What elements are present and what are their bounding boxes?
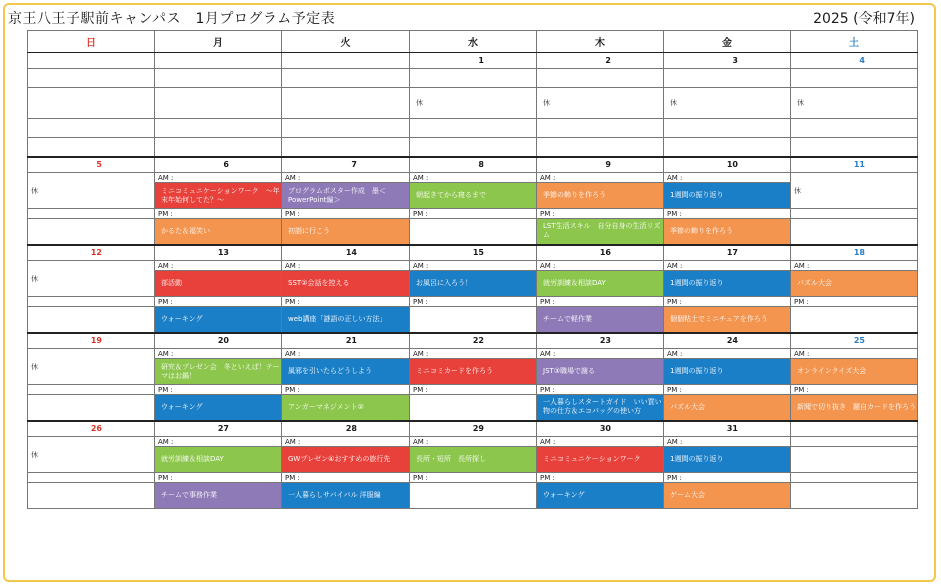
program-cell: プログラムポスター作成 墨＜PowerPoint編＞ bbox=[282, 183, 410, 209]
pm-label: PM : bbox=[282, 385, 410, 395]
date-cell: 12 bbox=[28, 245, 155, 261]
am-label: AM : bbox=[664, 261, 791, 271]
am-label: AM : bbox=[155, 349, 282, 359]
am-label: AM : bbox=[537, 173, 664, 183]
program-cell: web講座「謎語の正しい方法」 bbox=[282, 307, 410, 333]
saturday-closed: 休 bbox=[791, 173, 918, 209]
pm-label: PM : bbox=[537, 385, 664, 395]
date-cell bbox=[791, 421, 918, 437]
pm-label: PM : bbox=[791, 385, 918, 395]
closed-cell: 休 bbox=[791, 88, 918, 119]
week2-date-row bbox=[28, 157, 918, 173]
pm-label: PM : bbox=[791, 297, 918, 307]
date-cell: 30 bbox=[537, 421, 664, 437]
date-cell bbox=[28, 53, 155, 69]
week3-am-row bbox=[28, 271, 918, 297]
week5-pm-label-row bbox=[28, 473, 918, 483]
program-cell: チームで事務作業 bbox=[155, 483, 282, 509]
date-cell: 1 bbox=[410, 53, 537, 69]
pm-label: PM : bbox=[410, 209, 537, 219]
closed-cell: 休 bbox=[664, 88, 791, 119]
date-cell: 4 bbox=[791, 53, 918, 69]
date-cell: 21 bbox=[282, 333, 410, 349]
week3-am-label-row bbox=[28, 261, 918, 271]
pm-label: PM : bbox=[664, 385, 791, 395]
weekday-thu: 木 bbox=[537, 31, 664, 53]
year-label: 2025 (令和7年) bbox=[813, 11, 915, 27]
program-cell: 風邪を引いたらどうしよう bbox=[282, 359, 410, 385]
weekday-tue: 火 bbox=[282, 31, 410, 53]
date-cell bbox=[282, 53, 410, 69]
am-label: AM : bbox=[537, 349, 664, 359]
week4-am-row bbox=[28, 359, 918, 385]
pm-label: PM : bbox=[664, 209, 791, 219]
week2-am-label-row bbox=[28, 173, 918, 183]
date-cell: 2 bbox=[537, 53, 664, 69]
pm-label: PM : bbox=[410, 297, 537, 307]
program-cell: パズル大会 bbox=[664, 395, 791, 421]
date-cell: 24 bbox=[664, 333, 791, 349]
program-cell: 1週間の振り返り bbox=[664, 359, 791, 385]
week3-pm-label-row bbox=[28, 297, 918, 307]
program-cell: ミニコミュニケーションワーク bbox=[537, 447, 664, 473]
am-label: AM : bbox=[282, 173, 410, 183]
pm-label: PM : bbox=[282, 473, 410, 483]
week1-closed-row bbox=[28, 88, 918, 119]
date-cell: 19 bbox=[28, 333, 155, 349]
pm-label: PM : bbox=[537, 209, 664, 219]
week3-pm-row bbox=[28, 307, 918, 333]
program-cell: 一人暮らしスタートガイド いい買い物の仕方＆エコバッグの使い方 bbox=[537, 395, 664, 421]
program-cell: チームで軽作業 bbox=[537, 307, 664, 333]
date-cell: 31 bbox=[664, 421, 791, 437]
program-cell: 長所・短所 長所探し bbox=[410, 447, 537, 473]
date-cell: 7 bbox=[282, 157, 410, 173]
weekday-sun: 日 bbox=[28, 31, 155, 53]
am-label: AM : bbox=[282, 349, 410, 359]
am-label: AM : bbox=[282, 437, 410, 447]
program-cell: 研究＆プレゼン会 冬といえば！テーマはお鍋！ bbox=[155, 359, 282, 385]
program-cell: 新聞で切り抜き 題自カードを作ろう bbox=[791, 395, 918, 421]
program-cell: 就労訓練＆相談DAY bbox=[537, 271, 664, 297]
pm-label: PM : bbox=[537, 473, 664, 483]
am-label: AM : bbox=[410, 173, 537, 183]
page-title: 京王八王子駅前キャンパス 1月プログラム予定表 bbox=[8, 11, 336, 27]
am-label: AM : bbox=[155, 173, 282, 183]
date-cell: 13 bbox=[155, 245, 282, 261]
date-cell: 29 bbox=[410, 421, 537, 437]
am-label: AM : bbox=[410, 437, 537, 447]
weekday-fri: 金 bbox=[664, 31, 791, 53]
program-cell: LST生活スキル 自分自身の生活リズム bbox=[537, 219, 664, 245]
date-cell: 18 bbox=[791, 245, 918, 261]
pm-label: PM : bbox=[155, 209, 282, 219]
program-cell: JST③職場で謝る bbox=[537, 359, 664, 385]
pm-label: PM : bbox=[155, 385, 282, 395]
weekday-mon: 月 bbox=[155, 31, 282, 53]
week4-pm-row bbox=[28, 395, 918, 421]
date-cell: 17 bbox=[664, 245, 791, 261]
week5-am-row bbox=[28, 447, 918, 473]
am-label: AM : bbox=[410, 349, 537, 359]
pm-label: PM : bbox=[282, 209, 410, 219]
date-cell: 23 bbox=[537, 333, 664, 349]
weekday-sat: 土 bbox=[791, 31, 918, 53]
closed-cell bbox=[155, 88, 282, 119]
weekday-wed: 水 bbox=[410, 31, 537, 53]
program-cell: 季節の飾りを作ろう bbox=[537, 183, 664, 209]
am-label: AM : bbox=[664, 173, 791, 183]
date-cell: 26 bbox=[28, 421, 155, 437]
date-cell: 3 bbox=[664, 53, 791, 69]
am-label: AM : bbox=[664, 437, 791, 447]
date-cell: 15 bbox=[410, 245, 537, 261]
week1-date-row bbox=[28, 53, 918, 69]
program-cell: 1週間の振り返り bbox=[664, 271, 791, 297]
program-cell: ミニコミュニケーションワーク ～年末年始何してた？～ bbox=[155, 183, 282, 209]
program-cell: 1週間の振り返り bbox=[664, 183, 791, 209]
week4-pm-label-row bbox=[28, 385, 918, 395]
closed-cell bbox=[282, 88, 410, 119]
program-cell: ウォーキング bbox=[537, 483, 664, 509]
date-cell: 14 bbox=[282, 245, 410, 261]
week5-am-label-row bbox=[28, 437, 918, 447]
program-cell: かるた＆福笑い bbox=[155, 219, 282, 245]
date-cell: 5 bbox=[28, 157, 155, 173]
date-cell: 27 bbox=[155, 421, 282, 437]
am-label: AM : bbox=[155, 261, 282, 271]
closed-cell: 休 bbox=[537, 88, 664, 119]
am-label: AM : bbox=[410, 261, 537, 271]
program-cell: パズル大会 bbox=[791, 271, 918, 297]
pm-label: PM : bbox=[537, 297, 664, 307]
program-cell: 初詣に行こう bbox=[282, 219, 410, 245]
program-cell: お風呂に入ろう！ bbox=[410, 271, 537, 297]
program-cell: 部活動 bbox=[155, 271, 282, 297]
program-cell: オンラインクイズ大会 bbox=[791, 359, 918, 385]
closed-cell: 休 bbox=[410, 88, 537, 119]
program-cell: アンガーマネジメント② bbox=[282, 395, 410, 421]
closed-cell bbox=[28, 88, 155, 119]
date-cell: 6 bbox=[155, 157, 282, 173]
pm-label: PM : bbox=[664, 297, 791, 307]
program-cell: ウォーキング bbox=[155, 395, 282, 421]
am-label: AM : bbox=[282, 261, 410, 271]
date-cell: 9 bbox=[537, 157, 664, 173]
am-label: AM : bbox=[791, 261, 918, 271]
am-label: AM : bbox=[537, 437, 664, 447]
week3-date-row bbox=[28, 245, 918, 261]
sunday-closed: 休 bbox=[28, 261, 155, 297]
program-cell: ゲーム大会 bbox=[664, 483, 791, 509]
pm-label: PM : bbox=[155, 473, 282, 483]
pm-label: PM : bbox=[155, 297, 282, 307]
date-cell: 8 bbox=[410, 157, 537, 173]
am-label: AM : bbox=[664, 349, 791, 359]
date-cell: 25 bbox=[791, 333, 918, 349]
am-label: AM : bbox=[791, 349, 918, 359]
program-cell: 就労訓練＆相談DAY bbox=[155, 447, 282, 473]
program-cell: 1週間の振り返り bbox=[664, 447, 791, 473]
week4-am-label-row bbox=[28, 349, 918, 359]
program-cell: ウォーキング bbox=[155, 307, 282, 333]
date-cell: 10 bbox=[664, 157, 791, 173]
program-cell: ミニコミカードを作ろう bbox=[410, 359, 537, 385]
week2-pm-row bbox=[28, 219, 918, 245]
pm-label: PM : bbox=[410, 385, 537, 395]
sunday-closed: 休 bbox=[28, 173, 155, 209]
am-label: AM : bbox=[155, 437, 282, 447]
week1-empty-row bbox=[28, 69, 918, 88]
week4-date-row bbox=[28, 333, 918, 349]
pm-label: PM : bbox=[410, 473, 537, 483]
week1-empty-row bbox=[28, 138, 918, 157]
sunday-closed: 休 bbox=[28, 349, 155, 385]
pm-label: PM : bbox=[282, 297, 410, 307]
date-cell: 11 bbox=[791, 157, 918, 173]
sunday-closed: 休 bbox=[28, 437, 155, 473]
program-cell: 一人暮らしサバイバル 洋服編 bbox=[282, 483, 410, 509]
program-cell: 季節の飾りを作ろう bbox=[664, 219, 791, 245]
week2-pm-label-row bbox=[28, 209, 918, 219]
pm-label: PM : bbox=[664, 473, 791, 483]
program-cell: SST②会話を控える bbox=[282, 271, 410, 297]
date-cell: 22 bbox=[410, 333, 537, 349]
program-cell: 個個粘土でミニチュアを作ろう bbox=[664, 307, 791, 333]
week2-am-row bbox=[28, 183, 918, 209]
week5-pm-row bbox=[28, 483, 918, 509]
date-cell bbox=[155, 53, 282, 69]
am-label: AM : bbox=[537, 261, 664, 271]
date-cell: 28 bbox=[282, 421, 410, 437]
weekday-header-row bbox=[28, 31, 918, 53]
date-cell: 20 bbox=[155, 333, 282, 349]
calendar-table bbox=[27, 30, 918, 509]
date-cell: 16 bbox=[537, 245, 664, 261]
program-cell: GWプレゼン④おすすめの旅行先 bbox=[282, 447, 410, 473]
week5-date-row bbox=[28, 421, 918, 437]
week1-empty-row bbox=[28, 119, 918, 138]
program-cell: 朝起きてから寝るまで bbox=[410, 183, 537, 209]
